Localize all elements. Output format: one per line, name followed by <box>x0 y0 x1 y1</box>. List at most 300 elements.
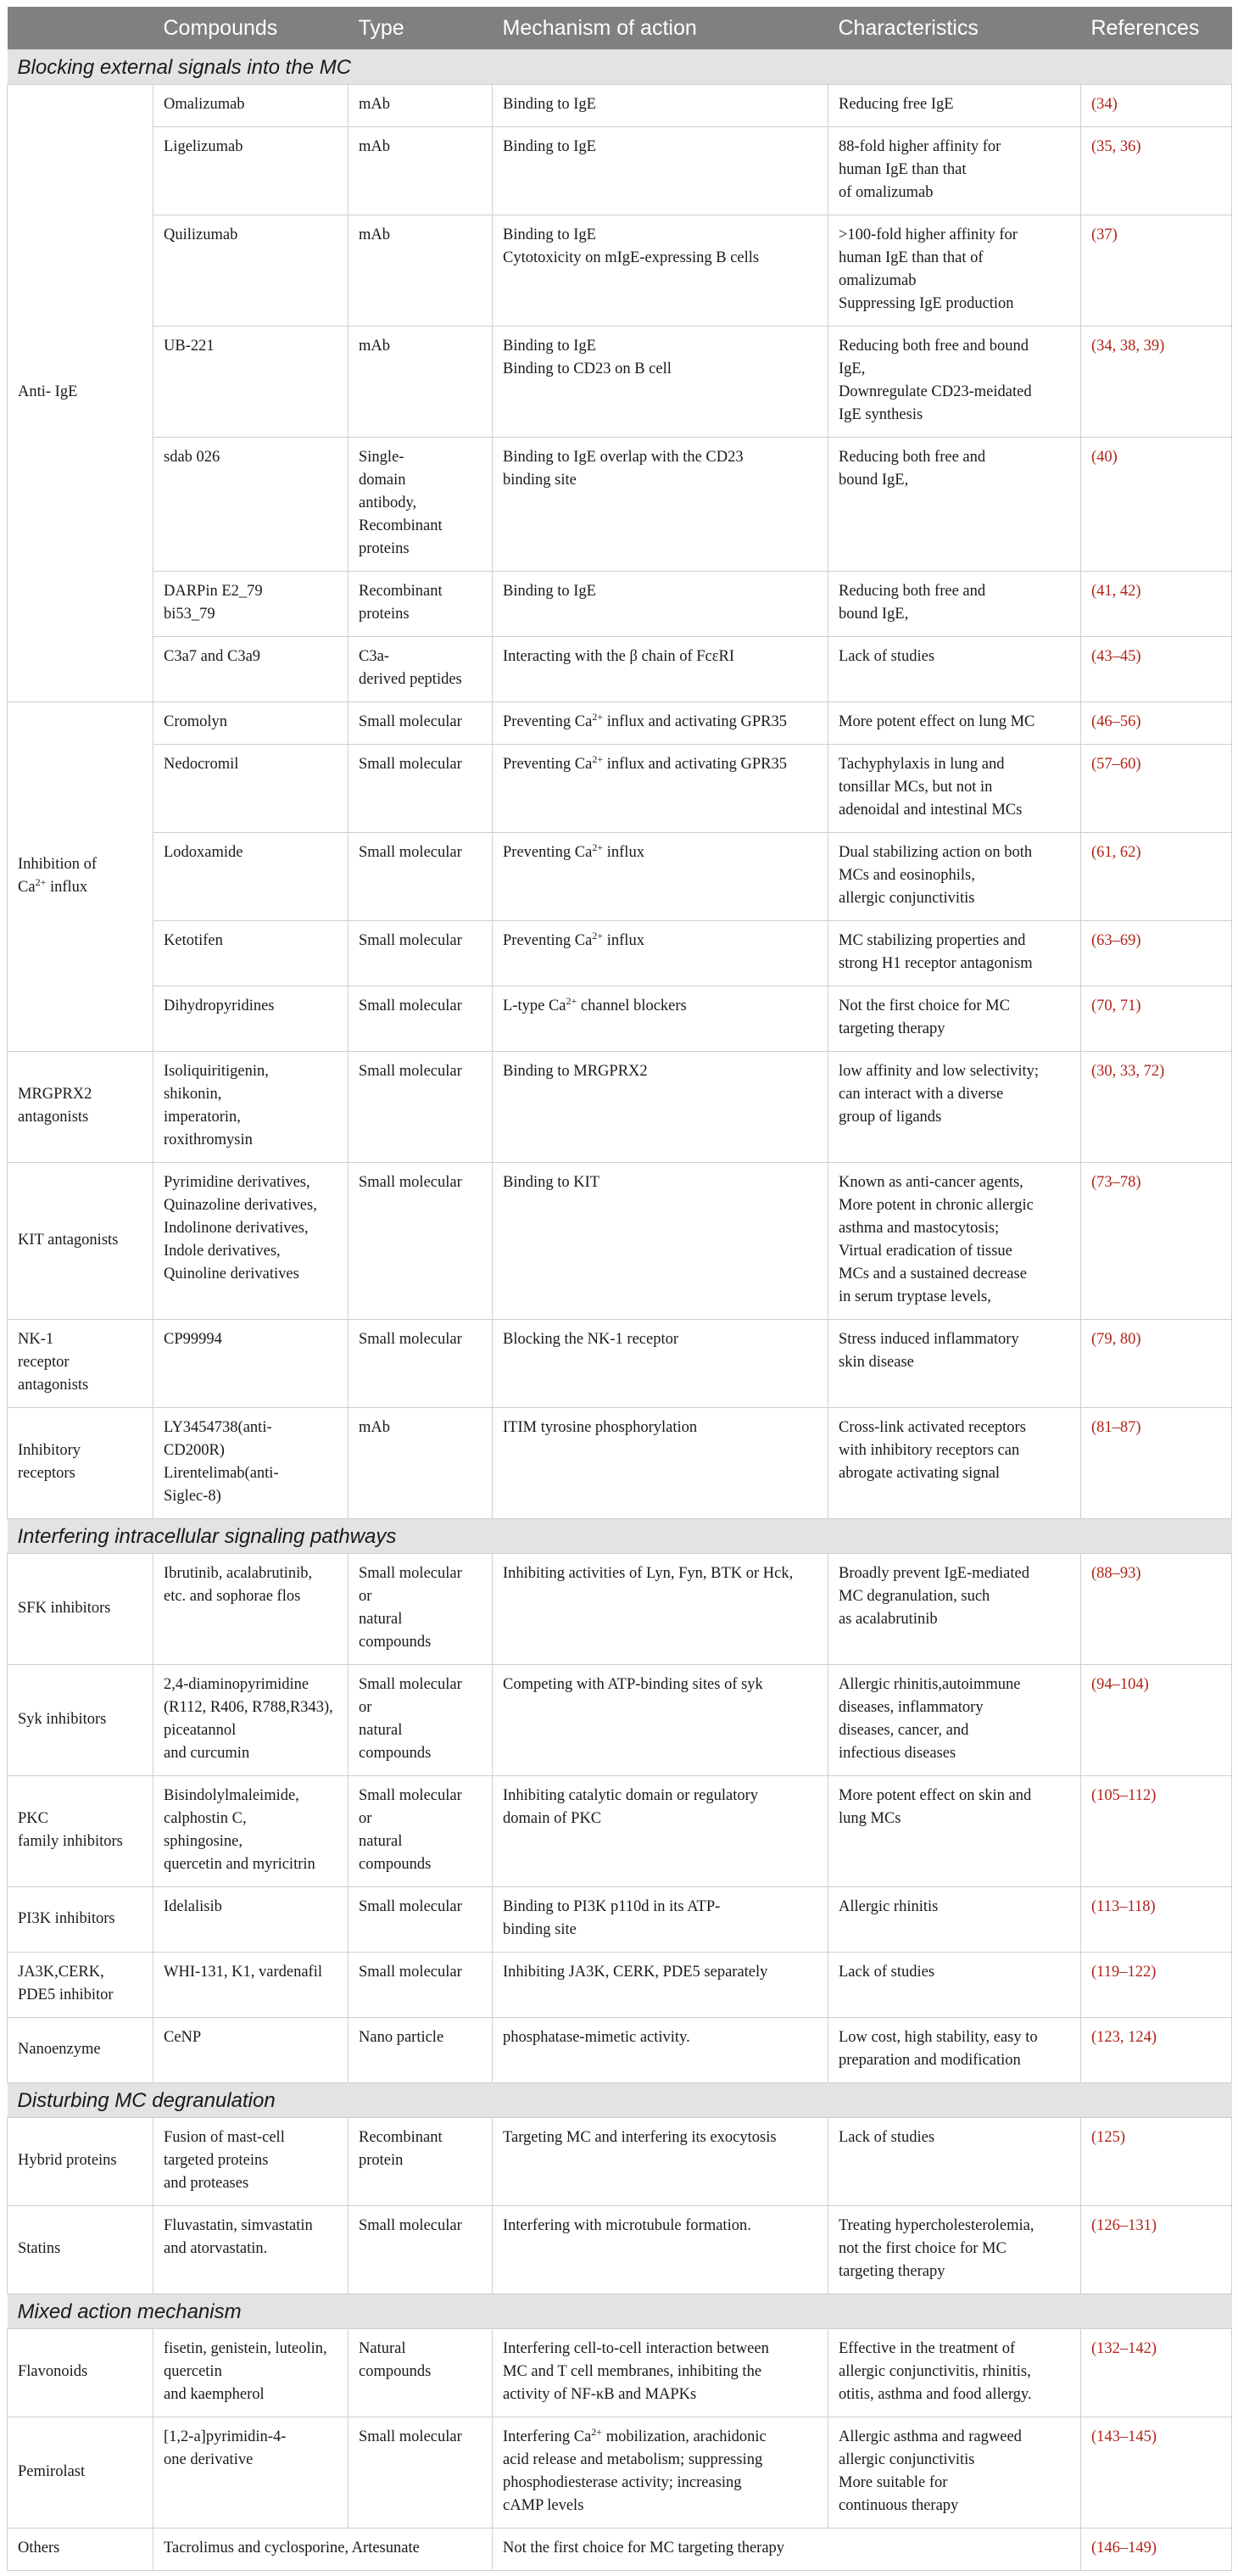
table-row <box>8 1320 1232 1408</box>
type-line: Small molecular <box>359 713 462 730</box>
compound-line: bi53_79 <box>164 606 215 623</box>
mechanism-line: phosphatase-mimetic activity. <box>503 2029 690 2046</box>
type-line: Small molecular <box>359 997 462 1014</box>
characteristics-cell <box>828 2118 1081 2206</box>
characteristics-cell <box>828 2206 1081 2294</box>
type-cell <box>349 2417 493 2529</box>
type-line: Nano particle <box>359 2029 444 2046</box>
references-cell <box>1081 2206 1232 2294</box>
characteristics-line: Tachyphylaxis in lung and <box>839 756 1005 773</box>
compound-line: Isoliquiritigenin, <box>164 1063 269 1080</box>
characteristics-cell <box>828 2329 1081 2417</box>
compound-line: Lirentelimab(anti- <box>164 1465 279 1482</box>
type-cell <box>349 2018 493 2083</box>
group-name-line: antagonists <box>18 1377 89 1394</box>
reference-link: (81–87) <box>1091 1419 1141 1436</box>
references-cell <box>1081 85 1232 127</box>
characteristics-cell <box>828 637 1081 702</box>
references-cell <box>1081 921 1232 986</box>
compound-cell <box>153 2018 349 2083</box>
characteristics-cell <box>828 745 1081 833</box>
compound-line: CD200R) <box>164 1442 225 1459</box>
group-name-line: PKC <box>18 1810 48 1827</box>
mechanism-cell <box>493 2417 828 2529</box>
compound-cell <box>153 1052 349 1163</box>
compound-line: Lodoxamide <box>164 844 243 861</box>
table-row <box>8 637 1232 702</box>
compound-line: Siglec-8) <box>164 1488 221 1505</box>
references-cell <box>1081 1163 1232 1320</box>
mechanism-line: Cytotoxicity on mIgE-expressing B cells <box>503 249 760 266</box>
references-cell <box>1081 1776 1232 1887</box>
characteristics-cell <box>828 2417 1081 2529</box>
mechanism-line: acid release and metabolism; suppressing <box>503 2451 763 2468</box>
section-row <box>8 2294 1232 2329</box>
type-cell <box>349 438 493 572</box>
compound-line: [1,2-a]pyrimidin-4- <box>164 2428 287 2445</box>
mechanism-cell <box>493 1776 828 1887</box>
table-row <box>8 1776 1232 1887</box>
references-cell <box>1081 127 1232 215</box>
group-name-cell <box>8 85 153 702</box>
compound-cell <box>153 438 349 572</box>
reference-link: (146–149) <box>1091 2540 1157 2556</box>
type-cell <box>349 1408 493 1519</box>
characteristics-line: preparation and modification <box>839 2052 1021 2069</box>
group-name-cell <box>8 2206 153 2294</box>
compound-line: DARPin E2_79 <box>164 583 263 600</box>
characteristics-line: bound IgE, <box>839 606 909 623</box>
characteristics-line: Lack of studies <box>839 2129 935 2146</box>
group-name-line: Hybrid proteins <box>18 2152 117 2169</box>
type-line: natural <box>359 1611 403 1628</box>
characteristics-cell <box>828 85 1081 127</box>
type-line: derived peptides <box>359 671 462 688</box>
compound-line: one derivative <box>164 2451 254 2468</box>
header-type: Type <box>349 7 493 50</box>
compound-line: Fusion of mast-cell <box>164 2129 285 2146</box>
mechanism-cell <box>493 85 828 127</box>
type-line: Small molecular <box>359 932 462 949</box>
compound-line: quercetin <box>164 2363 222 2380</box>
characteristics-line: Allergic rhinitis <box>839 1898 939 1915</box>
references-cell <box>1081 833 1232 921</box>
characteristics-cell <box>828 1320 1081 1408</box>
mechanism-line: Preventing $Ca^{2+}$ influx <box>503 841 644 861</box>
type-cell <box>349 1163 493 1320</box>
mechanism-cell <box>493 1320 828 1408</box>
mechanism-line: Targeting MC and interfering its exocytosis <box>503 2129 777 2146</box>
mechanism-line: Preventing $Ca^{2+}$ influx <box>503 929 644 949</box>
type-line: Small molecular <box>359 1174 462 1191</box>
characteristics-line: targeting therapy <box>839 1020 945 1037</box>
compound-cell <box>153 637 349 702</box>
compound-cell <box>153 1776 349 1887</box>
type-cell <box>349 127 493 215</box>
mechanism-cell <box>493 1554 828 1665</box>
references-cell <box>1081 572 1232 637</box>
type-line: Single- <box>359 449 404 466</box>
type-cell <box>349 327 493 438</box>
mechanism-cell <box>493 702 828 745</box>
group-name-line: $Ca^{2+}$ influx <box>18 875 88 896</box>
compound-line: targeted proteins <box>164 2152 269 2169</box>
compound-line: Pyrimidine derivatives, <box>164 1174 310 1191</box>
compound-line: Ketotifen <box>164 932 223 949</box>
table-row <box>8 1887 1232 1953</box>
type-line: natural <box>359 1833 403 1850</box>
others-row <box>8 2529 1232 2571</box>
characteristics-cell <box>828 438 1081 572</box>
type-cell <box>349 1554 493 1665</box>
type-line: mAb <box>359 338 390 355</box>
characteristics-line: bound IgE, <box>839 472 909 489</box>
compound-line: Ibrutinib, acalabrutinib, <box>164 1565 313 1582</box>
table-row <box>8 986 1232 1052</box>
characteristics-line: group of ligands <box>839 1109 942 1126</box>
references-cell <box>1081 745 1232 833</box>
mechanism-line: Preventing $Ca^{2+}$ influx and activating GPR35 <box>503 710 787 730</box>
reference-link: (70, 71) <box>1091 997 1141 1014</box>
characteristics-line: abrogate activating signal <box>839 1465 1001 1482</box>
type-line: domain <box>359 472 406 489</box>
type-line: C3a- <box>359 648 389 665</box>
reference-link: (79, 80) <box>1091 1331 1141 1348</box>
mechanism-line: Preventing $Ca^{2+}$ influx and activating GPR35 <box>503 752 787 773</box>
mechanism-line: Interacting with the β chain of FcεRI <box>503 648 735 665</box>
characteristics-cell <box>828 127 1081 215</box>
group-name-cell <box>8 1320 153 1408</box>
mechanism-line: Interfering cell-to-cell interaction between <box>503 2340 769 2357</box>
type-cell <box>349 1665 493 1776</box>
compound-line: Cromolyn <box>164 713 228 730</box>
mechanism-line: Interfering with microtubule formation. <box>503 2217 751 2234</box>
mechanism-cell <box>493 1408 828 1519</box>
mechanism-cell <box>493 2329 828 2417</box>
mechanism-cell <box>493 986 828 1052</box>
characteristics-line: lung MCs <box>839 1810 901 1827</box>
compound-line: Quinazoline derivatives, <box>164 1197 317 1214</box>
type-cell <box>349 215 493 327</box>
mechanism-line: domain of PKC <box>503 1810 602 1827</box>
mechanism-line: binding site <box>503 1921 577 1938</box>
type-cell <box>349 637 493 702</box>
type-line: mAb <box>359 96 390 113</box>
characteristics-line: Effective in the treatment of <box>839 2340 1016 2357</box>
characteristics-cell <box>828 921 1081 986</box>
characteristics-line: Reducing both free and <box>839 583 986 600</box>
mechanism-line: Blocking the NK-1 receptor <box>503 1331 679 1348</box>
group-name-cell <box>8 2417 153 2529</box>
mechanism-cell <box>493 637 828 702</box>
reference-link: (30, 33, 72) <box>1091 1063 1165 1080</box>
characteristics-line: Reducing both free and bound <box>839 338 1029 355</box>
compound-line: Dihydropyridines <box>164 997 275 1014</box>
table-row <box>8 2018 1232 2083</box>
mechanism-line: Binding to IgE <box>503 138 596 155</box>
group-name-cell <box>8 1887 153 1953</box>
characteristics-cell <box>828 1665 1081 1776</box>
table-row <box>8 745 1232 833</box>
section-row <box>8 1519 1232 1554</box>
mechanism-cell <box>493 438 828 572</box>
compound-line: calphostin C, <box>164 1810 247 1827</box>
compound-cell <box>153 1665 349 1776</box>
reference-link: (35, 36) <box>1091 138 1141 155</box>
references-cell <box>1081 2329 1232 2417</box>
characteristics-line: strong H1 receptor antagonism <box>839 955 1033 972</box>
section-title: Disturbing MC degranulation <box>8 2083 1232 2118</box>
group-name-line: JA3K,CERK, <box>18 1964 104 1981</box>
reference-link: (61, 62) <box>1091 844 1141 861</box>
group-name-line: Pemirolast <box>18 2462 86 2480</box>
type-cell <box>349 921 493 986</box>
compound-line: sdab 026 <box>164 449 220 466</box>
characteristics-line: infectious diseases <box>839 1745 956 1762</box>
mechanism-line: activity of NF-κB and MAPKs <box>503 2386 697 2403</box>
characteristics-line: Known as anti-cancer agents, <box>839 1174 1023 1191</box>
reference-link: (37) <box>1091 226 1118 243</box>
group-name-line: KIT antagonists <box>18 1231 119 1249</box>
group-name-line: Inhibitory <box>18 1442 81 1459</box>
type-line: Small molecular <box>359 1331 462 1348</box>
table-body <box>8 50 1232 2571</box>
compound-line: and kaempherol <box>164 2386 265 2403</box>
group-name-cell <box>8 1776 153 1887</box>
characteristics-cell <box>828 2018 1081 2083</box>
mechanism-cell <box>493 833 828 921</box>
group-name-line: Statins <box>18 2240 61 2257</box>
reference-link: (34, 38, 39) <box>1091 338 1165 355</box>
group-name-line: receptors <box>18 1465 75 1482</box>
compound-cell <box>153 1320 349 1408</box>
mechanism-cell <box>493 1953 828 2018</box>
characteristics-line: Dual stabilizing action on both <box>839 844 1033 861</box>
references-cell <box>1081 1320 1232 1408</box>
mechanism-line: binding site <box>503 472 577 489</box>
type-line: Recombinant <box>359 583 443 600</box>
compound-line: quercetin and myricitrin <box>164 1856 315 1873</box>
characteristics-line: Lack of studies <box>839 648 935 665</box>
characteristics-cell <box>828 1887 1081 1953</box>
characteristics-line: Broadly prevent IgE-mediated <box>839 1565 1029 1582</box>
table-row <box>8 702 1232 745</box>
mechanism-line: phosphodiesterase activity; increasing <box>503 2474 742 2491</box>
group-name-line: family inhibitors <box>18 1833 123 1850</box>
group-name-cell <box>8 1665 153 1776</box>
characteristics-line: IgE synthesis <box>839 406 923 423</box>
characteristics-line: low affinity and low selectivity; <box>839 1063 1040 1080</box>
table-row <box>8 921 1232 986</box>
type-cell <box>349 2329 493 2417</box>
compound-cell <box>153 833 349 921</box>
type-line: compounds <box>359 1634 432 1651</box>
mechanism-line: MC and T cell membranes, inhibiting the <box>503 2363 762 2380</box>
characteristics-line: Treating hypercholesterolemia, <box>839 2217 1034 2234</box>
table-row <box>8 2206 1232 2294</box>
characteristics-cell <box>828 986 1081 1052</box>
characteristics-line: Not the first choice for MC <box>839 997 1010 1014</box>
compound-line: CP99994 <box>164 1331 222 1348</box>
characteristics-line: with inhibitory receptors can <box>839 1442 1020 1459</box>
compound-line: Bisindolylmaleimide, <box>164 1787 299 1804</box>
type-cell <box>349 1887 493 1953</box>
characteristics-line: in serum tryptase levels, <box>839 1288 991 1305</box>
characteristics-line: human IgE than that <box>839 161 967 178</box>
mechanism-line: Binding to IgE <box>503 96 596 113</box>
type-line: antibody, <box>359 495 417 511</box>
references-cell <box>1081 702 1232 745</box>
type-line: Small molecular <box>359 1964 462 1981</box>
type-line: proteins <box>359 606 410 623</box>
type-cell <box>349 1776 493 1887</box>
type-line: or <box>359 1588 372 1605</box>
characteristics-line: Allergic rhinitis,autoimmune <box>839 1676 1021 1693</box>
characteristics-line: More potent effect on lung MC <box>839 713 1035 730</box>
characteristics-cell <box>828 1776 1081 1887</box>
type-line: Small molecular <box>359 844 462 861</box>
reference-link: (46–56) <box>1091 713 1141 730</box>
compound-line: LY3454738(anti- <box>164 1419 272 1436</box>
characteristics-line: MC degranulation, such <box>839 1588 990 1605</box>
type-line: Small molecular <box>359 756 462 773</box>
characteristics-line: Virtual eradication of tissue <box>839 1243 1012 1260</box>
compound-cell <box>153 2206 349 2294</box>
compound-cell <box>153 215 349 327</box>
header-references: References <box>1081 7 1232 50</box>
characteristics-cell <box>828 327 1081 438</box>
compound-cell <box>153 702 349 745</box>
header-compounds: Compounds <box>153 7 349 50</box>
references-cell <box>1081 637 1232 702</box>
table-row <box>8 2417 1232 2529</box>
table-row <box>8 127 1232 215</box>
group-name-cell <box>8 1953 153 2018</box>
compound-line: UB-221 <box>164 338 215 355</box>
compound-line: etc. and sophorae flos <box>164 1588 301 1605</box>
reference-link: (34) <box>1091 96 1118 113</box>
characteristics-line: asthma and mastocytosis; <box>839 1220 1000 1237</box>
header-characteristics: Characteristics <box>828 7 1081 50</box>
characteristics-line: More potent in chronic allergic <box>839 1197 1034 1214</box>
characteristics-line: human IgE than that of <box>839 249 984 266</box>
compound-cell <box>153 85 349 127</box>
compound-cell <box>153 1554 349 1665</box>
type-line: Small molecular <box>359 2428 462 2445</box>
type-cell <box>349 1953 493 2018</box>
characteristics-line: otitis, asthma and food allergy. <box>839 2386 1032 2403</box>
group-name-line: Inhibition of <box>18 855 98 873</box>
header-group <box>8 7 153 50</box>
compound-line: Indole derivatives, <box>164 1243 281 1260</box>
mechanism-line: Inhibiting activities of Lyn, Fyn, BTK or Hck, <box>503 1565 794 1582</box>
characteristics-cell <box>828 833 1081 921</box>
compound-line: shikonin, <box>164 1086 222 1103</box>
mechanism-cell <box>493 2018 828 2083</box>
type-cell <box>349 2206 493 2294</box>
reference-link: (126–131) <box>1091 2217 1157 2234</box>
compound-line: and proteases <box>164 2175 249 2192</box>
header-mechanism: Mechanism of action <box>493 7 828 50</box>
group-name-line: Nanoenzyme <box>18 2040 101 2058</box>
group-name-cell <box>8 1554 153 1665</box>
characteristics-cell <box>828 1052 1081 1163</box>
mechanism-line: Binding to IgE <box>503 583 596 600</box>
group-name-cell <box>8 1408 153 1519</box>
section-title: Interfering intracellular signaling pathways <box>8 1519 1232 1554</box>
compound-line: WHI-131, K1, vardenafil <box>164 1964 322 1981</box>
type-line: mAb <box>359 138 390 155</box>
characteristics-line: MC stabilizing properties and <box>839 932 1026 949</box>
characteristics-line: of omalizumab <box>839 184 934 201</box>
references-cell <box>1081 215 1232 327</box>
table-row <box>8 215 1232 327</box>
mechanism-line: cAMP levels <box>503 2497 584 2514</box>
table-row <box>8 572 1232 637</box>
characteristics-line: allergic conjunctivitis, rhinitis, <box>839 2363 1031 2380</box>
reference-link: (73–78) <box>1091 1174 1141 1191</box>
section-row <box>8 50 1232 85</box>
characteristics-line: Stress induced inflammatory <box>839 1331 1019 1348</box>
references-cell <box>1081 2018 1232 2083</box>
reference-link: (105–112) <box>1091 1787 1157 1804</box>
reference-link: (40) <box>1091 449 1118 466</box>
group-name-line: antagonists <box>18 1109 89 1126</box>
table-row <box>8 438 1232 572</box>
type-line: Small molecular <box>359 1787 462 1804</box>
type-line: Small molecular <box>359 1063 462 1080</box>
type-cell <box>349 986 493 1052</box>
compound-cell <box>153 2118 349 2206</box>
compound-cell <box>153 127 349 215</box>
table-row <box>8 2329 1232 2417</box>
compound-line: Quinoline derivatives <box>164 1266 299 1282</box>
characteristics-line: MCs and a sustained decrease <box>839 1266 1027 1282</box>
mechanism-cell <box>493 2118 828 2206</box>
mechanism-line: Interfering $Ca^{2+}$ mobilization, arachidonic <box>503 2425 767 2445</box>
mechanism-line: L-type $Ca^{2+}$ channel blockers <box>503 994 687 1014</box>
references-cell <box>1081 1887 1232 1953</box>
compound-cell <box>153 986 349 1052</box>
compound-line: Ligelizumab <box>164 138 243 155</box>
references-cell <box>1081 1953 1232 2018</box>
compound-cell <box>153 2417 349 2529</box>
table-row <box>8 85 1232 127</box>
mechanism-line: Binding to CD23 on B cell <box>503 360 672 377</box>
compound-line: sphingosine, <box>164 1833 243 1850</box>
references-cell <box>1081 1554 1232 1665</box>
characteristics-cell <box>828 1163 1081 1320</box>
characteristics-line: skin disease <box>839 1354 914 1371</box>
type-line: mAb <box>359 1419 390 1436</box>
characteristics-line: as acalabrutinib <box>839 1611 938 1628</box>
group-name-line: SFK inhibitors <box>18 1599 111 1617</box>
type-line: natural <box>359 1722 403 1739</box>
table-row <box>8 2118 1232 2206</box>
type-cell <box>349 1320 493 1408</box>
group-name-cell <box>8 2118 153 2206</box>
compound-line: 2,4-diaminopyrimidine <box>164 1676 310 1693</box>
compound-cell <box>153 327 349 438</box>
mechanism-line: Binding to IgE <box>503 338 596 355</box>
mechanism-cell <box>493 127 828 215</box>
references-cell <box>1081 2529 1232 2571</box>
characteristics-line: diseases, cancer, and <box>839 1722 969 1739</box>
characteristics-line: Downregulate CD23-meidated <box>839 383 1032 400</box>
reference-link: (143–145) <box>1091 2428 1157 2445</box>
mechanism-cell <box>493 215 828 327</box>
section-title: Mixed action mechanism <box>8 2294 1232 2329</box>
